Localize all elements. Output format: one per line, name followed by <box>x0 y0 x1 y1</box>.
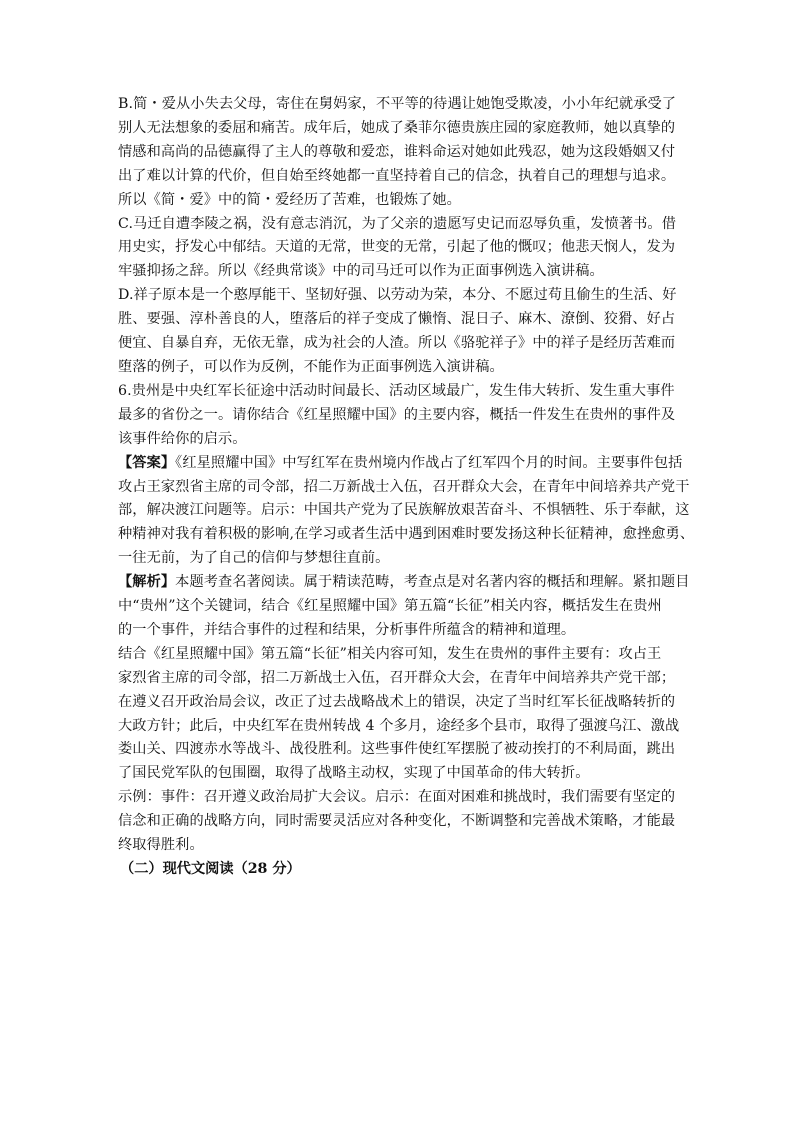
text-line: 攻占王家烈省主席的司令部，招二万新战士入伍，召开群众大会，在青年中间培养共产党干 <box>118 478 690 495</box>
text-line: 信念和正确的战略方向，同时需要灵活应对各种变化，不断调整和完善战术策略，才能最 <box>118 813 676 830</box>
text-line: 娄山关、四渡赤水等战斗、战役胜利。这些事件使红军摆脱了被动挨打的不利局面，跳出 <box>118 741 676 758</box>
text-line: 该事件给你的启示。 <box>118 430 247 447</box>
text-line: 的一个事件，并结合事件的过程和结果，分析事件所蕴含的精神和道理。 <box>118 621 576 638</box>
answer-first-line: 《红星照耀中国》中写红军在贵州境内作战占了红军四个月的时间。主要事件包括 <box>175 454 683 471</box>
text-line: 牢骚抑扬之辞。所以《经典常谈》中的司马迁可以作为正面事例选入演讲稿。 <box>118 263 604 280</box>
analysis-tag: 【解析】 <box>118 574 176 591</box>
text-line: 堕落的例子，可以作为反例，不能作为正面事例选入演讲稿。 <box>118 358 504 375</box>
text-line: B.简・爱从小失去父母，寄住在舅妈家，不平等的待遇让她饱受欺凌，小小年纪就承受了 <box>118 96 677 112</box>
text-line: 便宜、自暴自弃，无依无靠，成为社会的人渣。所以《骆驼祥子》中的祥子是经历苦难而 <box>118 335 676 352</box>
option-d-paragraph <box>118 284 680 380</box>
text-line: 用史实，抒发心中郁结。天道的无常，世变的无常，引起了他的慨叹；他悲天悯人，发为 <box>118 239 676 256</box>
text-line: 中“贵州”这个关键词，结合《红星照耀中国》第五篇“长征”相关内容，概括发生在贵州 <box>118 598 662 615</box>
text-line: 最多的省份之一。请你结合《红星照耀中国》的主要内容，概括一件发生在贵州的事件及 <box>118 406 676 423</box>
text-line: 示例：事件：召开遵义政治局扩大会议。启示：在面对困难和挑战时，我们需要有坚定的 <box>118 789 676 806</box>
analysis-details-paragraph <box>118 643 680 786</box>
option-b-paragraph <box>118 93 680 213</box>
text-line: 终取得胜利。 <box>118 837 204 854</box>
text-line: 大政方针；此后，中央红军在贵州转战 4 个多月，途经多个县市，取得了强渡乌江、激战 <box>118 717 680 734</box>
text-line: D.祥子原本是一个憨厚能干、坚韧好强、以劳动为荣，本分、不愿过苟且偷生的生活、好 <box>118 287 677 304</box>
answer-tag: 【答案】 <box>118 454 176 471</box>
text-line: 部，解决渡江问题等。启示：中国共产党为了民族解放艰苦奋斗、不惧牺牲、乐于奉献，这 <box>118 502 690 519</box>
text-line: 一往无前，为了自己的信仰与梦想往直前。 <box>118 550 390 567</box>
text-line: 家烈省主席的司令部，招二万新战士入伍，召开群众大会，在青年中间培养共产党干部； <box>118 669 676 686</box>
text-line: 结合《红星照耀中国》第五篇“长征”相关内容可知，发生在贵州的事件主要有：攻占王 <box>118 645 662 662</box>
example-paragraph <box>118 786 680 858</box>
text-line: 胜、要强、淳朴善良的人，堕落后的祥子变成了懒惰、混日子、麻木、潦倒、狡猾、好占 <box>118 311 676 328</box>
text-line: 种精神对我有着积极的影响,在学习或者生活中遇到困难时要发扬这种长征精神，愈挫愈勇、 <box>118 526 695 543</box>
text-line: 在遵义召开政治局会议，改正了过去战略战术上的错误，决定了当时红军长征战略转折的 <box>118 693 676 710</box>
analysis-first-line: 本题考查名著阅读。属于精读范畴，考查点是对名著内容的概括和理解。紧扣题目 <box>175 574 690 591</box>
section-heading: （二）现代文阅读（28 分） <box>120 861 301 877</box>
text-line: 别人无法想象的委屈和痛苦。成年后，她成了桑菲尔德贵族庄园的家庭教师，她以真挚的 <box>118 119 676 136</box>
analysis-paragraph <box>118 571 690 643</box>
text-line <box>118 571 690 595</box>
answer-paragraph <box>118 452 695 572</box>
text-line: 6.贵州是中央红军长征途中活动时间最长、活动区域最广，发生伟大转折、发生重大事件 <box>118 382 675 399</box>
text-line: 了国民党军队的包围圈，取得了战略主动权，实现了中国革命的伟大转折。 <box>118 765 590 782</box>
text-line <box>118 452 683 476</box>
question-6 <box>118 380 680 452</box>
text-line: C.马迁自遭李陵之祸，没有意志消沉，为了父亲的遗愿写史记而忍辱负重，发愤著书。借 <box>118 215 676 232</box>
option-c-paragraph <box>118 213 680 285</box>
text-line: 所以《简・爱》中的简・爱经历了苦难，也锻炼了她。 <box>118 191 461 208</box>
text-line: 情感和高尚的品德赢得了主人的尊敬和爱恋，谁料命运对她如此残忍，她为这段婚姻又付 <box>118 143 676 160</box>
page-content <box>118 93 695 882</box>
text-line: 出了难以计算的代价，但自始至终她都一直坚持着自己的信念，执着自己的理想与追求。 <box>118 167 676 184</box>
